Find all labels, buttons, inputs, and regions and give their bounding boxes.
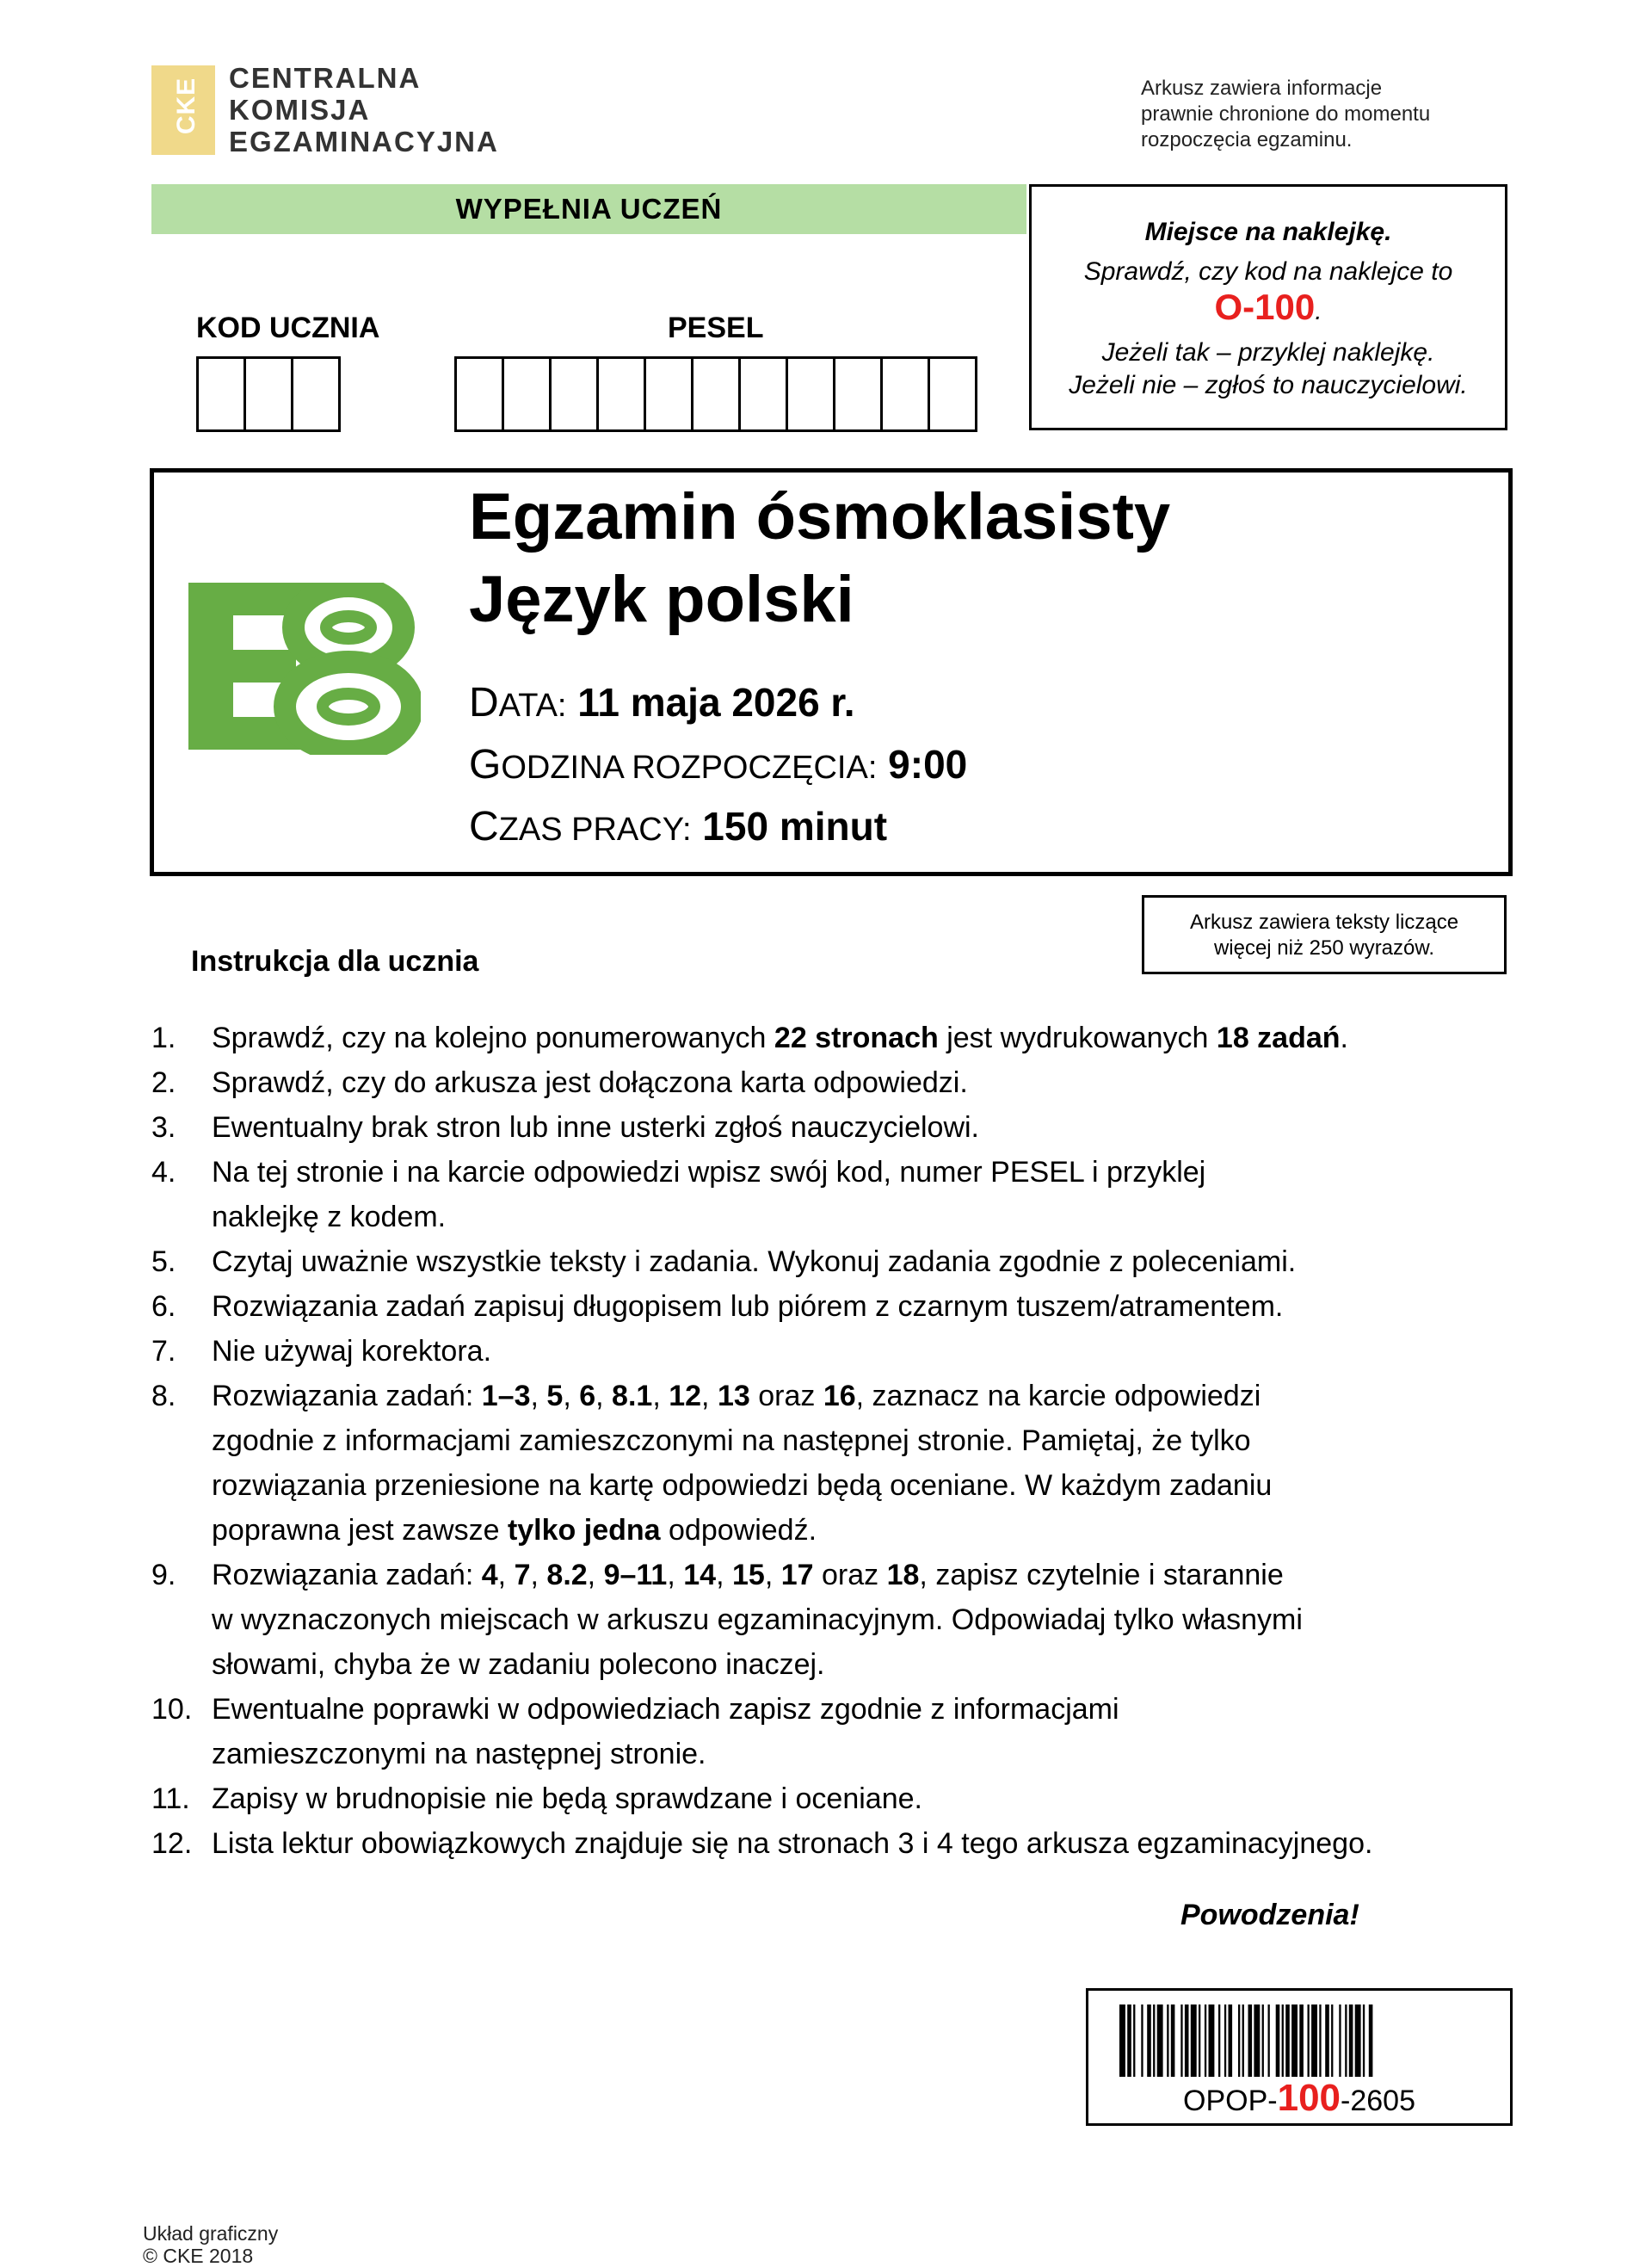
- instruction-text: Rozwiązania zadań zapisuj długopisem lub piórem z czarnym tuszem/atramentem.: [212, 1290, 1284, 1323]
- instruction-item: [151, 1016, 1494, 1060]
- pesel-box[interactable]: [883, 359, 930, 429]
- instruction-text: Lista lektur obowiązkowych znajduje się na stronach 3 i 4 tego arkusza egzaminacyjnego.: [212, 1827, 1373, 1860]
- instruction-item: [151, 1284, 1494, 1329]
- instruction-item: [151, 1776, 1494, 1821]
- sheet-code: OPOP-100-2605: [1183, 2077, 1415, 2119]
- sticker-code: O-100.: [1214, 287, 1322, 327]
- texts-length-note: Arkusz zawiera teksty liczące więcej niż 250 wyrazów.: [1142, 895, 1507, 974]
- instruction-item: [151, 1329, 1494, 1374]
- instruction-item: [151, 1687, 1494, 1776]
- kod-ucznia-box[interactable]: [199, 359, 246, 429]
- barcode-icon: [1119, 2004, 1484, 2077]
- instruction-item: [151, 1105, 1494, 1150]
- instruction-text: Rozwiązania zadań: 4, 7, 8.2, 9–11, 14, 15, 17 oraz 18, zapisz czytelnie i starannie w wyznaczonych miejscach w arkuszu egzaminacyjnym. Odpowiadaj tylko własnymi słowami, chyba że w zadaniu polecono inaczej.: [212, 1559, 1303, 1681]
- instruction-item: [151, 1374, 1494, 1553]
- instruction-number: 5.: [151, 1245, 176, 1278]
- instruction-text: Nie używaj korektora.: [212, 1335, 492, 1368]
- instruction-number: 7.: [151, 1335, 176, 1368]
- sticker-title: Miejsce na naklejkę.: [1144, 218, 1392, 246]
- exam-title: Egzamin ósmoklasisty: [469, 480, 1171, 553]
- instruction-text: Na tej stronie i na karcie odpowiedzi wpisz swój kod, numer PESEL i przyklej naklejkę z kodem.: [212, 1156, 1206, 1233]
- instruction-text: Rozwiązania zadań: 1–3, 5, 6, 8.1, 12, 13 oraz 16, zaznacz na karcie odpowiedzi zgodnie z informacjami zamieszczonymi na następnej stronie. Pamiętaj, że tylko rozwiązania przeniesione na kartę odpowiedzi będą oceniane. W każdym zadaniu poprawna jest zawsze tylko jedna odpowiedź.: [212, 1380, 1273, 1547]
- instruction-item: [151, 1821, 1494, 1866]
- exam-title-box: [150, 468, 1513, 876]
- instruction-number: 1.: [151, 1022, 176, 1054]
- pesel-box[interactable]: [835, 359, 883, 429]
- instruction-text: Czytaj uważnie wszystkie teksty i zadania. Wykonuj zadania zgodnie z poleceniami.: [212, 1245, 1297, 1278]
- instruction-item: [151, 1239, 1494, 1284]
- instruction-text: Zapisy w brudnopisie nie będą sprawdzane i oceniane.: [212, 1782, 922, 1815]
- legal-notice: Arkusz zawiera informacje prawnie chronione do momentu rozpoczęcia egzaminu.: [1141, 77, 1431, 151]
- instruction-text: Ewentualny brak stron lub inne usterki zgłoś nauczycielowi.: [212, 1111, 980, 1144]
- kod-ucznia-label: KOD UCZNIA: [196, 312, 380, 344]
- student-fill-header: WYPEŁNIA UCZEŃ: [151, 184, 1026, 234]
- instruction-number: 6.: [151, 1290, 176, 1323]
- instruction-number: 12.: [151, 1827, 193, 1860]
- closing-wish: Powodzenia!: [1180, 1899, 1359, 1931]
- cke-logo: [151, 62, 513, 157]
- e8-logo-icon: [188, 583, 421, 755]
- pesel-box[interactable]: [599, 359, 646, 429]
- pesel-box[interactable]: [693, 359, 741, 429]
- barcode-box: [1086, 1988, 1513, 2126]
- exam-subject: Język polski: [469, 563, 854, 636]
- kod-ucznia-box[interactable]: [246, 359, 293, 429]
- instructions-heading: Instrukcja dla ucznia: [191, 945, 479, 978]
- instruction-text: Sprawdź, czy na kolejno ponumerowanych 22 stronach jest wydrukowanych 18 zadań.: [212, 1022, 1348, 1054]
- cke-logo-mark: CKE: [151, 65, 215, 155]
- instruction-number: 9.: [151, 1559, 176, 1591]
- instruction-number: 2.: [151, 1066, 176, 1099]
- instruction-number: 11.: [151, 1782, 190, 1815]
- pesel-box[interactable]: [646, 359, 693, 429]
- pesel-box[interactable]: [741, 359, 788, 429]
- kod-ucznia-box[interactable]: [293, 359, 338, 429]
- instruction-text: Ewentualne poprawki w odpowiedziach zapisz zgodnie z informacjami zamieszczonymi na następnej stronie.: [212, 1693, 1119, 1770]
- pesel-box[interactable]: [930, 359, 975, 429]
- sticker-check-text: Sprawdź, czy kod na naklejce to: [1083, 257, 1453, 286]
- instructions-list: [151, 1016, 1494, 1866]
- pesel-box[interactable]: [457, 359, 504, 429]
- pesel-box[interactable]: [552, 359, 599, 429]
- instruction-text: Sprawdź, czy do arkusza jest dołączona karta odpowiedzi.: [212, 1066, 968, 1099]
- instruction-number: 10.: [151, 1693, 193, 1726]
- sticker-yes-text: Jeżeli tak – przyklej naklejkę.: [1101, 338, 1435, 367]
- footer-copyright: Układ graficzny © CKE 2018: [143, 2222, 279, 2267]
- instruction-number: 3.: [151, 1111, 176, 1144]
- exam-date: DATA: 11 maja 2026 r.: [469, 680, 855, 726]
- org-name-line-2: KOMISJA: [229, 94, 371, 126]
- pesel-box[interactable]: [504, 359, 552, 429]
- instruction-item: [151, 1150, 1494, 1239]
- exam-start-time: GODZINA ROZPOCZĘCIA: 9:00: [469, 742, 968, 788]
- kod-ucznia-boxes[interactable]: [196, 356, 341, 432]
- exam-duration: CZAS PRACY: 150 minut: [469, 804, 888, 849]
- instruction-number: 8.: [151, 1380, 176, 1412]
- instruction-number: 4.: [151, 1156, 176, 1189]
- instruction-item: [151, 1060, 1494, 1105]
- pesel-boxes[interactable]: [454, 356, 977, 432]
- pesel-box[interactable]: [788, 359, 835, 429]
- org-name-line-1: CENTRALNA: [229, 62, 422, 94]
- sticker-area: [1029, 184, 1507, 430]
- pesel-label: PESEL: [668, 312, 764, 344]
- sticker-no-text: Jeżeli nie – zgłoś to nauczycielowi.: [1069, 371, 1468, 399]
- org-name-line-3: EGZAMINACYJNA: [229, 126, 499, 158]
- instruction-item: [151, 1553, 1494, 1687]
